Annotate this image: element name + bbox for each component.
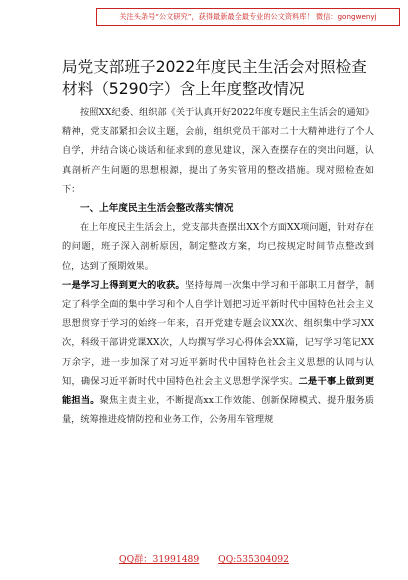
header-banner: 关注头条号“公文研究”，获得最新最全最专业的公文资料库！ 微信：gongwenyj — [96, 8, 400, 26]
section-heading: 一、上年度民主生活会整改落实情况 — [80, 203, 234, 215]
document-title: 局党支部班子2022年度民主生活会对照检查材料（5290字）含上年度整改情况 — [62, 58, 367, 98]
footer — [0, 551, 408, 565]
point-text: 聚焦主责主业，不断提高xx工作效能、创新保障模式、提升服务质量，统筹推进疫情防控和业务工作，公务用车管理规 — [62, 395, 374, 426]
intro-paragraph: 按照XX纪委、组织部《关于认真开好2022年度专题民主生活会的通知》精神，党支部紧扣会议主题，会前，组织党员干部对二十大精神进行了个人自学，并结合谈心谈话和征求到的意见建议，深入查摆存在的突出问题，认真剖析产生问题的思想根源，提出了务实管用的整改措施。现对照检查如下： — [62, 107, 374, 195]
qq-group-link[interactable]: QQ群：31991489 — [119, 554, 200, 565]
point-text: 坚持每周一次集中学习和干部职工月督学，制定了科学全面的集中学习和个人自学计划把习近平新时代中国特色社会主义思想贯穿于学习的始终一年来，召开党建专题会议XX次、组织集中学习XX次，科级干部讲党课XX次，人均撰写学习心得体会XX篇，记写学习笔记XX万余字，进一步加深了对习近平新时代中国特色社会主义思想的认同与认知，确保习近平新时代中国特色社会主义思想学深学实。 — [62, 279, 375, 387]
point-lead: 二是干事上做到更能担当。 — [62, 375, 375, 407]
qq-contact-link[interactable]: QQ:535304092 — [218, 554, 289, 565]
section-paragraph: 在上年度民主生活会上，党支部共查摆出XX个方面XX项问题，针对存在的问题，班子深入剖析原因，制定整改方案，均已按规定时间节点整改到位，达到了预期效果。 — [62, 222, 374, 272]
document-body — [62, 103, 374, 429]
point-paragraph — [62, 276, 374, 430]
point-lead: 一是学习上得到更大的收获。 — [62, 279, 186, 291]
